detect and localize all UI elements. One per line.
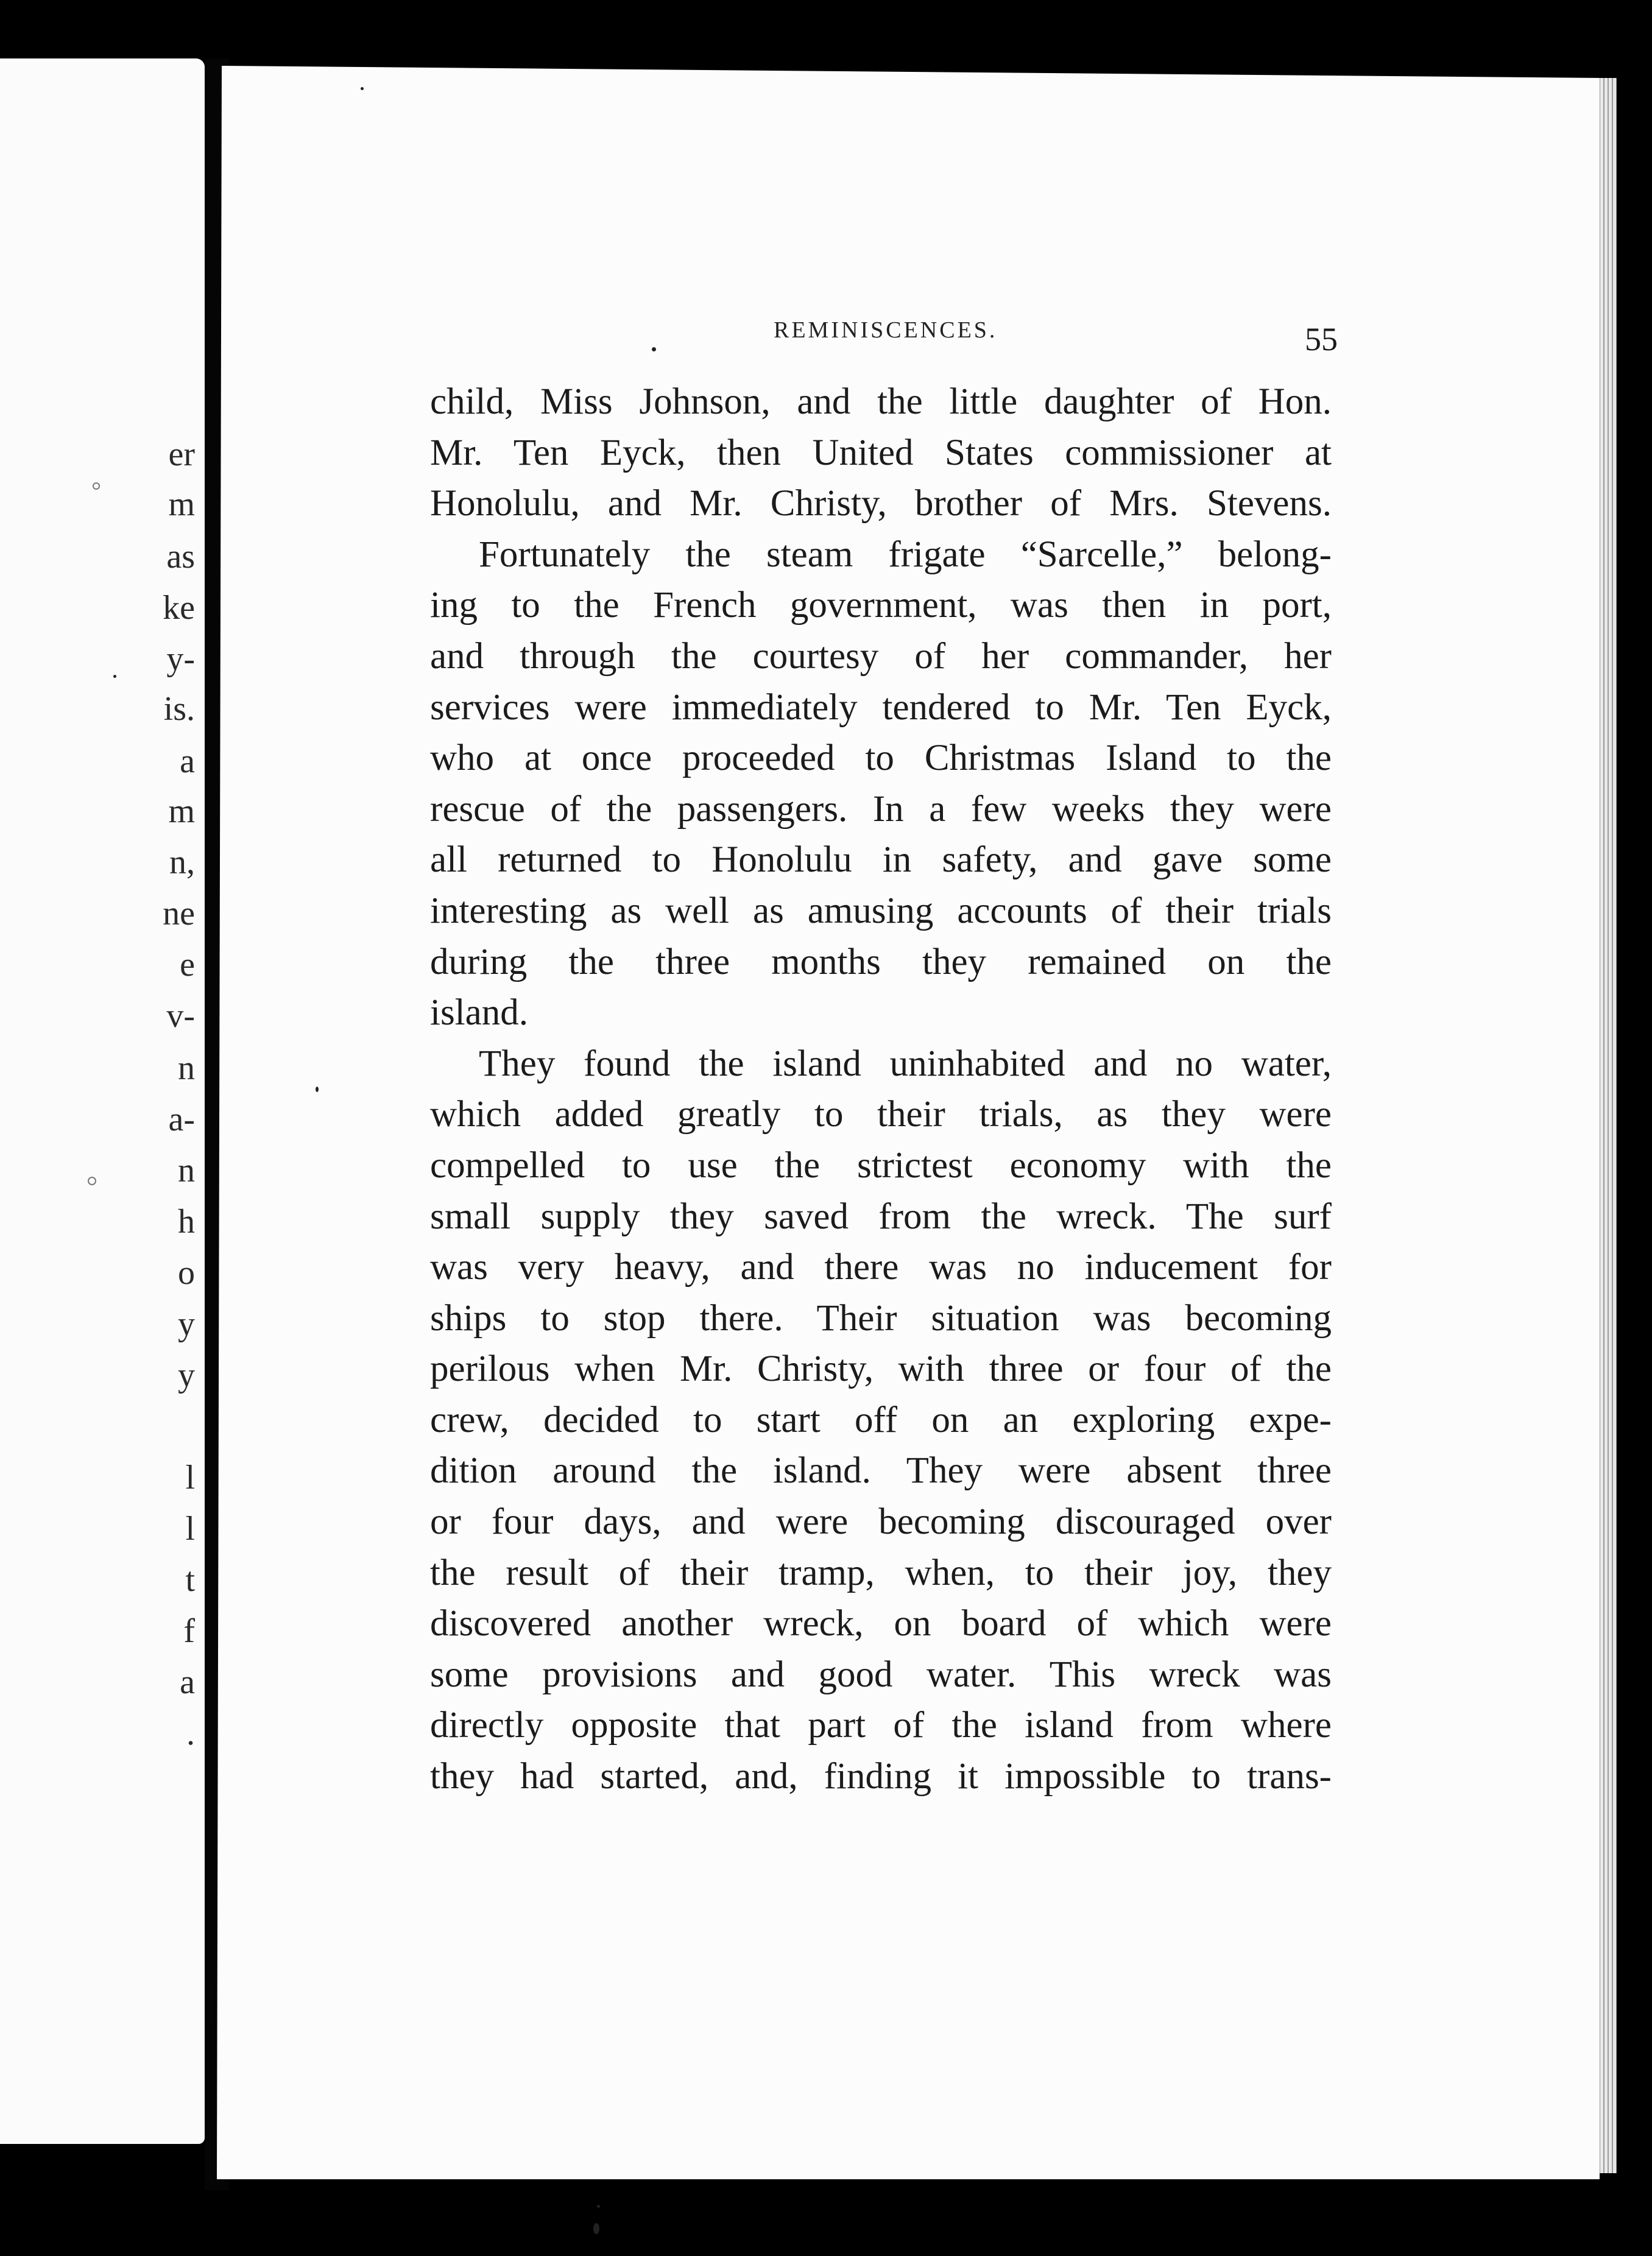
text-line: who at once proceeded to Christmas Island to the: [430, 738, 1332, 779]
running-head: REMINISCENCES.: [774, 317, 998, 343]
fragment-line: is.: [163, 690, 195, 728]
fragment-line: h: [178, 1203, 195, 1241]
fragment-line: a-: [168, 1101, 195, 1138]
scan-speck: [652, 347, 656, 351]
text-line: services were immediately tendered to Mr. Ten Eyck,: [430, 686, 1332, 728]
fragment-line: n: [178, 1152, 195, 1190]
page-number: 55: [1305, 321, 1338, 358]
text-line: small supply they saved from the wreck. The surf: [430, 1196, 1332, 1237]
fragment-line: l: [185, 1459, 195, 1496]
fragment-line: ne: [163, 895, 195, 932]
fragment-line: y-: [166, 640, 195, 678]
text-line: compelled to use the strictest economy with the: [430, 1144, 1332, 1186]
fragment-line: a: [180, 1663, 195, 1701]
fragment-line: m: [168, 485, 195, 523]
text-line: some provisions and good water. This wreck was: [430, 1654, 1332, 1695]
text-line: Mr. Ten Eyck, then United States commissioner at: [430, 432, 1332, 473]
text-line: the result of their tramp, when, to their joy, they: [430, 1552, 1332, 1593]
text-line: perilous when Mr. Christy, with three or four of the: [430, 1348, 1332, 1390]
text-line: Honolulu, and Mr. Christy, brother of Mrs. Stevens.: [430, 483, 1332, 524]
text-line: Fortunately the steam frigate “Sarcelle,” belong-: [479, 534, 1332, 575]
fragment-line: y: [178, 1305, 195, 1343]
fragment-line: a: [180, 742, 195, 780]
scan-speck: [361, 87, 364, 90]
fragment-line: er: [168, 435, 195, 473]
scan-speck: [593, 2223, 599, 2234]
text-line: and through the courtesy of her commander, her: [430, 635, 1332, 677]
fragment-line: n: [178, 1049, 195, 1087]
text-line: interesting as well as amusing accounts of their trials: [430, 890, 1332, 931]
scan-ring: [88, 1177, 96, 1185]
fragment-line: t: [185, 1561, 195, 1599]
fragment-line: y: [178, 1356, 195, 1394]
text-line: all returned to Honolulu in safety, and gave some: [430, 839, 1332, 881]
text-line: dition around the island. They were absent three: [430, 1450, 1332, 1492]
text-line: crew, decided to start off on an exploring expe-: [430, 1399, 1332, 1440]
text-line: directly opposite that part of the island from where: [430, 1705, 1332, 1746]
text-line: they had started, and, finding it impossible to trans-: [430, 1756, 1332, 1797]
fragment-line: e: [180, 946, 195, 984]
facing-page-left: [0, 58, 205, 2144]
scan-ring: [93, 482, 100, 490]
fragment-line: f: [183, 1612, 195, 1650]
text-line: ing to the French government, was then in port,: [430, 585, 1332, 626]
text-line: or four days, and were becoming discouraged over: [430, 1501, 1332, 1543]
fragment-line: o: [178, 1254, 195, 1292]
scan-speck: [597, 2205, 600, 2208]
body-text: [430, 376, 1332, 1802]
text-line: which added greatly to their trials, as they were: [430, 1094, 1332, 1135]
fragment-line: .: [186, 1715, 195, 1752]
scan-speck: [316, 1087, 319, 1092]
text-line: child, Miss Johnson, and the little daughter of Hon.: [430, 381, 1332, 422]
fragment-line: n,: [169, 844, 195, 881]
text-line: island.: [430, 992, 528, 1034]
text-line: rescue of the passengers. In a few weeks they were: [430, 788, 1332, 830]
fragment-line: as: [166, 538, 195, 576]
text-line: ships to stop there. Their situation was becoming: [430, 1297, 1332, 1339]
text-line: during the three months they remained on the: [430, 941, 1332, 982]
text-line: discovered another wreck, on board of which were: [430, 1603, 1332, 1644]
text-line: They found the island uninhabited and no water,: [479, 1043, 1332, 1084]
fragment-line: l: [185, 1510, 195, 1548]
scan-speck: [113, 675, 116, 678]
fragment-line: ke: [163, 589, 195, 627]
fragment-line: v-: [166, 997, 195, 1035]
text-line: was very heavy, and there was no inducement for: [430, 1247, 1332, 1288]
fragment-line: m: [168, 792, 195, 830]
